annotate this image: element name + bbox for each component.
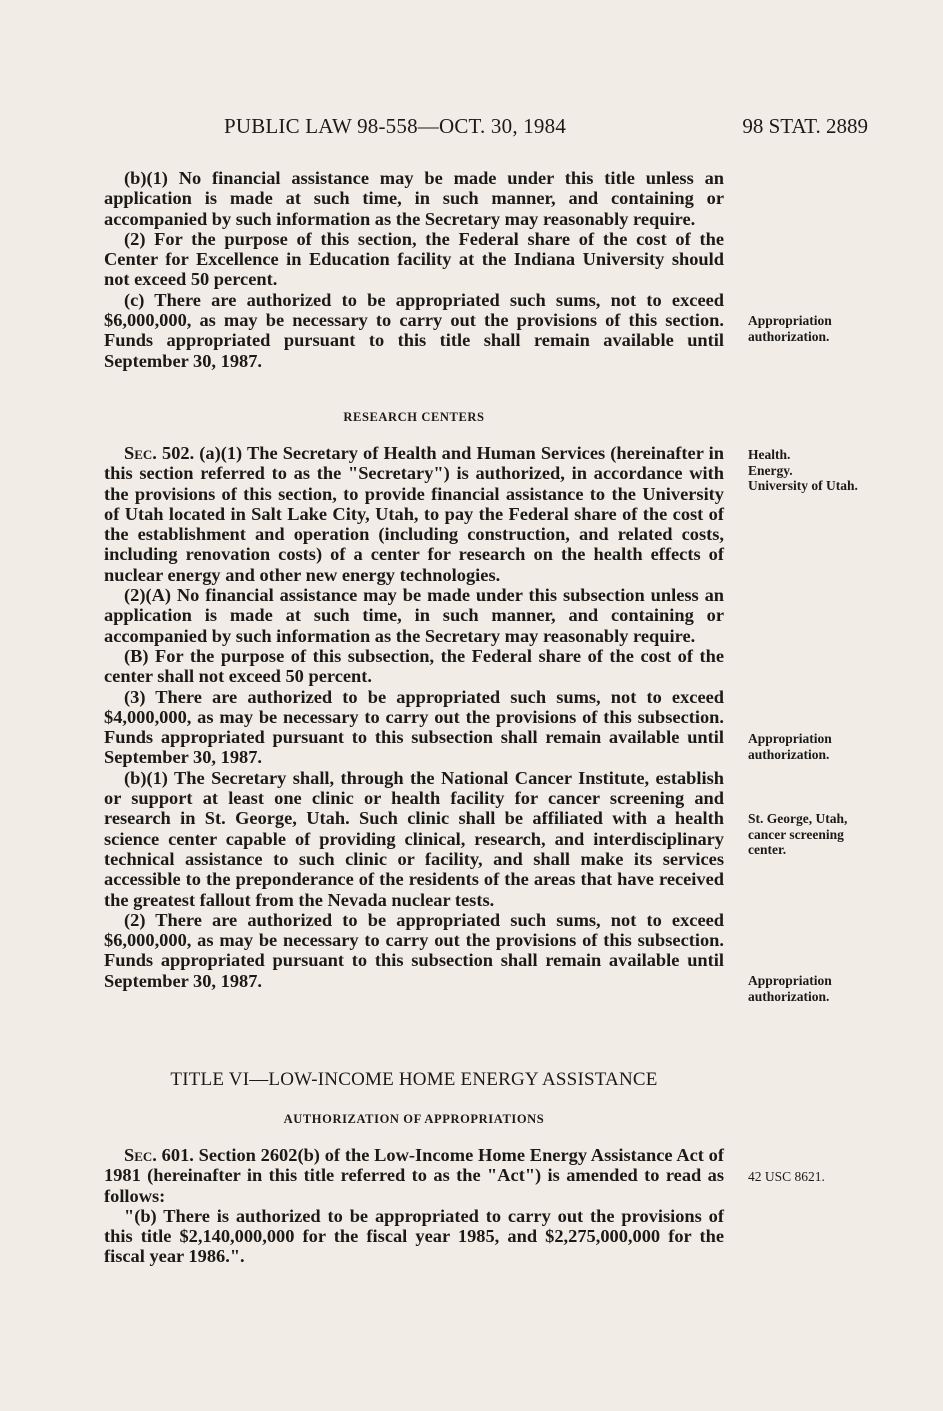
paragraph (104, 443, 724, 585)
section-502 (104, 443, 724, 991)
margin-note-appropriation: Appropriation authorization. (748, 313, 832, 344)
margin-note-st-george: St. George, Utah, cancer screening center. (748, 811, 848, 857)
paragraph: (2) There are authorized to be appropriated such sums, not to exceed $6,000,000, as may be necessary to carry out the provisions of this subsection. Funds appropriated pursuant to this subsection shall remain available until September 30, 1987. (104, 909, 724, 991)
paragraph: (b)(1) No financial assistance may be made under this title unless an application is made at such time, in such manner, and containing or accompanied by such information as the Secretary may reasonably require. (104, 168, 724, 229)
margin-note-health-energy (748, 447, 878, 494)
section-501-continuation (104, 168, 724, 371)
running-header-title: PUBLIC LAW 98-558—OCT. 30, 1984 (223, 114, 567, 138)
paragraph: (3) There are authorized to be appropriated such sums, not to exceed $4,000,000, as may be necessary to carry out the provisions of this subsection. Funds appropriated pursuant to this subsection shall remain available until September 30, 1987. (104, 686, 724, 768)
paragraph: (B) For the purpose of this subsection, the Federal share of the cost of the center shall not exceed 50 percent. (104, 645, 724, 687)
section-label: Sec. (124, 1145, 157, 1165)
section-label: Sec. (124, 443, 157, 463)
margin-note-line: Energy. (748, 462, 793, 478)
margin-note-line: University of Utah. (748, 478, 858, 493)
paragraph: (2) For the purpose of this section, the Federal share of the cost of the Center for Excellence in Education facility at the Indiana University should not exceed 50 percent. (104, 228, 724, 290)
paragraph: (b)(1) The Secretary shall, through the National Cancer Institute, establish or support at least one clinic or health facility for cancer screening and research in St. George, Utah. Such clinic shall be affiliated with a health science center capable of providing clinical, research, and interdisciplinary technical assistance to such clinic or facility, and shall make its services accessible to the preponderance of the residents of the areas that have received the greatest fallout from the Nevada nuclear tests. (104, 767, 724, 910)
heading-authorization-of-appropriations: AUTHORIZATION OF APPROPRIATIONS (283, 1112, 545, 1126)
paragraph-text: 601. Section 2602(b) of the Low-Income Home Energy Assistance Act of 1981 (hereinafter in this title referred to as the "Act") is amended to read as follows: (104, 1145, 724, 1206)
paragraph (104, 1145, 724, 1206)
heading-research-centers: RESEARCH CENTERS (343, 410, 485, 424)
paragraph: (c) There are authorized to be appropriated such sums, not to exceed $6,000,000, as may be necessary to carry out the provisions of this section. Funds appropriated pursuant to this title shall remain available until September 30, 1987. (104, 289, 724, 371)
section-601 (104, 1145, 724, 1267)
margin-note-usc-citation: 42 USC 8621. (748, 1169, 825, 1184)
margin-note-appropriation: Appropriation authorization. (748, 731, 832, 762)
margin-note-line: Health. (748, 447, 791, 462)
paragraph-text: 502. (a)(1) The Secretary of Health and Human Services (hereinafter in this section referred to as the "Secretary") is authorized, in accordance with the provisions of this section, to provide financial assistance to the University of Utah located in Salt Lake City, Utah, to pay the Federal share of the cost of the establishment and operation (including construction, and related costs, including renovation costs) of a center for research on the health effects of nuclear energy and other new energy technologies. (104, 443, 724, 585)
statute-page-number: 98 STAT. 2889 (742, 114, 868, 138)
paragraph: (2)(A) No financial assistance may be made under this subsection unless an application is made at such time, in such manner, and containing or accompanied by such information as the Secretary may reasonably require. (104, 585, 724, 646)
paragraph: "(b) There is authorized to be appropriated to carry out the provisions of this title $2,140,000,000 for the fiscal year 1985, and $2,275,000,000 for the fiscal year 1986.". (104, 1205, 724, 1267)
title-vi-heading: TITLE VI—LOW-INCOME HOME ENERGY ASSISTANCE (170, 1069, 658, 1090)
margin-note-appropriation: Appropriation authorization. (748, 973, 832, 1004)
